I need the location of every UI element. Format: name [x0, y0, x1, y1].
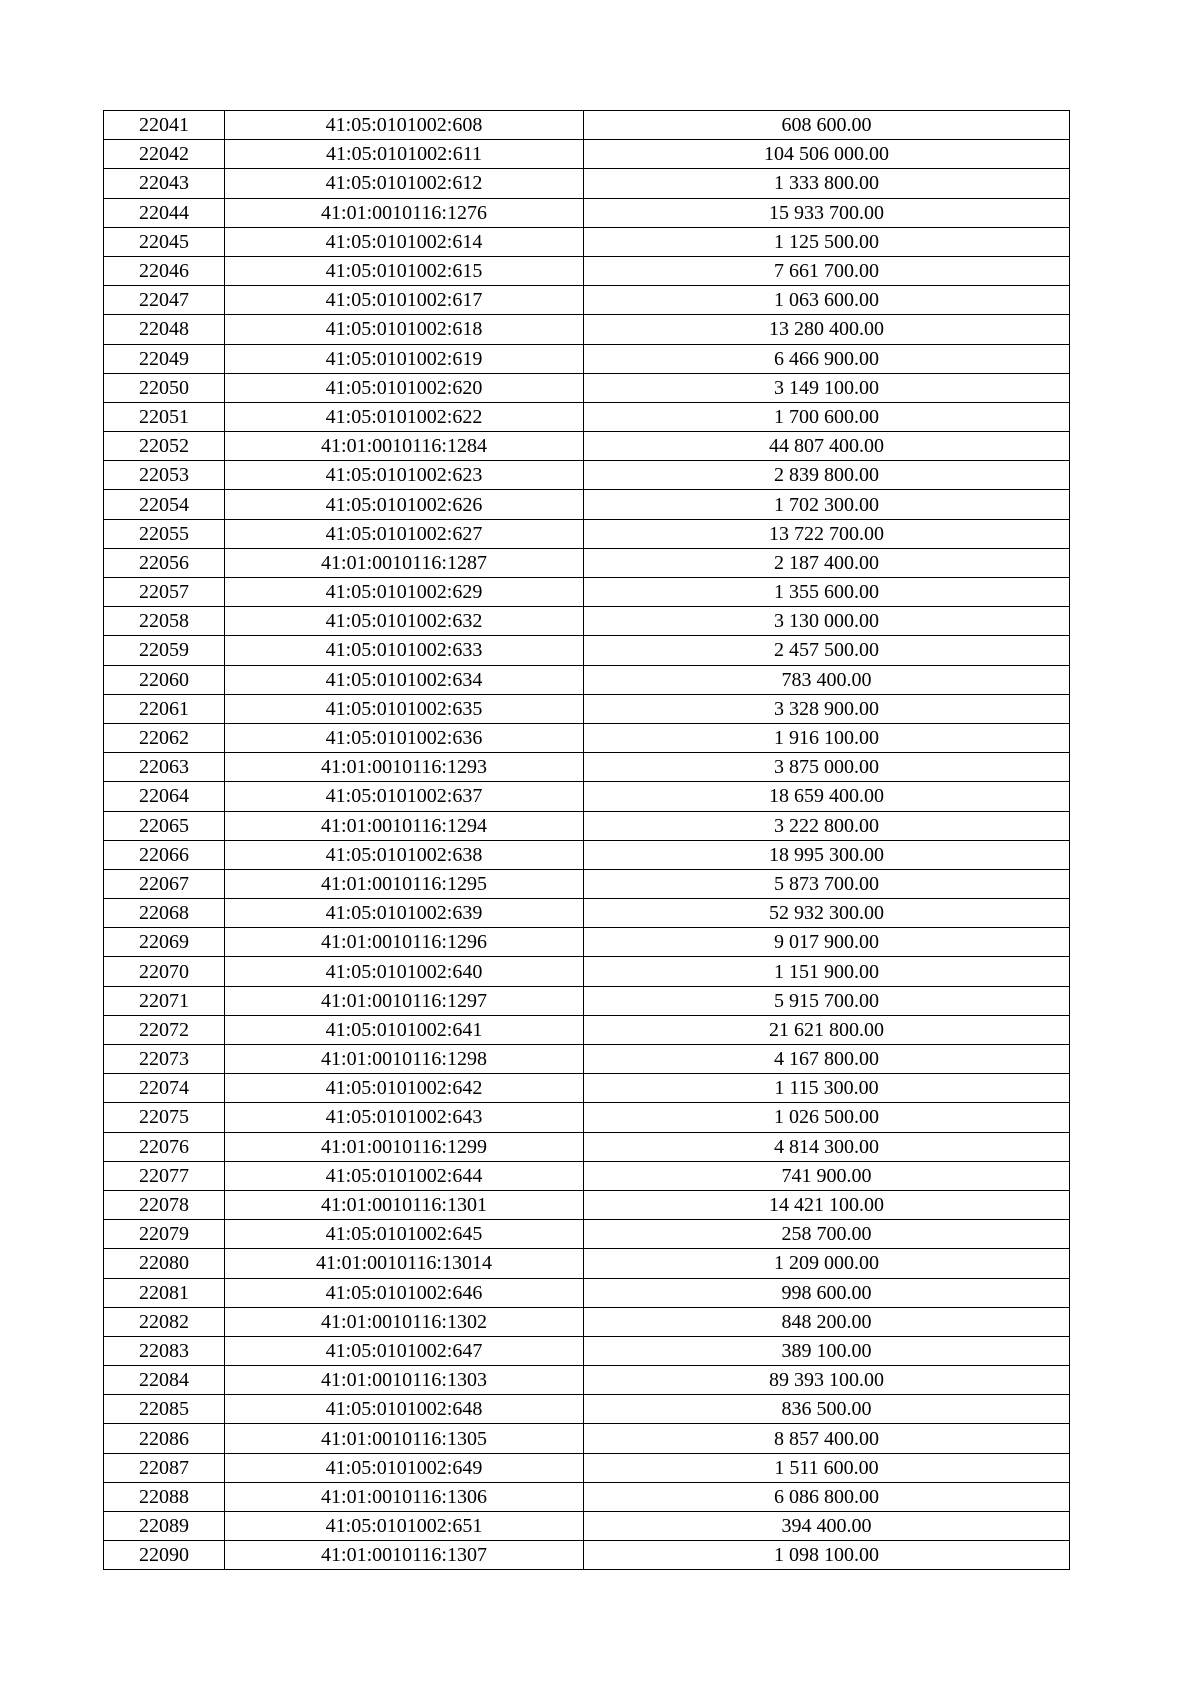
- row-number-cell: 22075: [104, 1103, 225, 1132]
- table-row: [104, 607, 1070, 636]
- table-row: [104, 490, 1070, 519]
- table-row: [104, 1220, 1070, 1249]
- row-number-cell: 22056: [104, 548, 225, 577]
- cadastral-number-cell: 41:05:0101002:640: [225, 957, 584, 986]
- cadastral-value-cell: 848 200.00: [584, 1307, 1070, 1336]
- row-number-cell: 22043: [104, 169, 225, 198]
- cadastral-number-cell: 41:01:0010116:1299: [225, 1132, 584, 1161]
- row-number-cell: 22072: [104, 1015, 225, 1044]
- cadastral-value-cell: 3 149 100.00: [584, 373, 1070, 402]
- cadastral-number-cell: 41:01:0010116:1298: [225, 1045, 584, 1074]
- cadastral-number-cell: 41:05:0101002:620: [225, 373, 584, 402]
- cadastral-value-cell: 741 900.00: [584, 1161, 1070, 1190]
- cadastral-number-cell: 41:01:0010116:1276: [225, 198, 584, 227]
- cadastral-number-cell: 41:01:0010116:1287: [225, 548, 584, 577]
- table-row: [104, 928, 1070, 957]
- row-number-cell: 22055: [104, 519, 225, 548]
- row-number-cell: 22077: [104, 1161, 225, 1190]
- cadastral-value-cell: 394 400.00: [584, 1512, 1070, 1541]
- cadastral-number-cell: 41:05:0101002:636: [225, 723, 584, 752]
- row-number-cell: 22083: [104, 1336, 225, 1365]
- cadastral-number-cell: 41:05:0101002:651: [225, 1512, 584, 1541]
- cadastral-number-cell: 41:01:0010116:1294: [225, 811, 584, 840]
- row-number-cell: 22089: [104, 1512, 225, 1541]
- cadastral-number-cell: 41:05:0101002:645: [225, 1220, 584, 1249]
- table-row: [104, 869, 1070, 898]
- cadastral-value-cell: 1 355 600.00: [584, 578, 1070, 607]
- cadastral-number-cell: 41:05:0101002:618: [225, 315, 584, 344]
- table-row: [104, 1045, 1070, 1074]
- cadastral-number-cell: 41:05:0101002:649: [225, 1453, 584, 1482]
- cadastral-value-cell: 783 400.00: [584, 665, 1070, 694]
- row-number-cell: 22041: [104, 111, 225, 140]
- cadastral-number-cell: 41:01:0010116:1296: [225, 928, 584, 957]
- row-number-cell: 22065: [104, 811, 225, 840]
- row-number-cell: 22047: [104, 286, 225, 315]
- row-number-cell: 22074: [104, 1074, 225, 1103]
- table-row: [104, 1541, 1070, 1570]
- table-row: [104, 1278, 1070, 1307]
- table-row: [104, 315, 1070, 344]
- cadastral-value-cell: 18 995 300.00: [584, 840, 1070, 869]
- row-number-cell: 22080: [104, 1249, 225, 1278]
- row-number-cell: 22052: [104, 432, 225, 461]
- cadastral-number-cell: 41:05:0101002:626: [225, 490, 584, 519]
- row-number-cell: 22063: [104, 753, 225, 782]
- table-row: [104, 1307, 1070, 1336]
- table-row: [104, 723, 1070, 752]
- table-row: [104, 169, 1070, 198]
- row-number-cell: 22073: [104, 1045, 225, 1074]
- row-number-cell: 22064: [104, 782, 225, 811]
- table-row: [104, 694, 1070, 723]
- cadastral-number-cell: 41:01:0010116:1284: [225, 432, 584, 461]
- table-row: [104, 286, 1070, 315]
- row-number-cell: 22088: [104, 1482, 225, 1511]
- table-row: [104, 1395, 1070, 1424]
- cadastral-value-cell: 1 026 500.00: [584, 1103, 1070, 1132]
- row-number-cell: 22070: [104, 957, 225, 986]
- cadastral-number-cell: 41:05:0101002:608: [225, 111, 584, 140]
- table-row: [104, 1015, 1070, 1044]
- row-number-cell: 22068: [104, 899, 225, 928]
- table-row: [104, 1161, 1070, 1190]
- cadastral-value-cell: 6 466 900.00: [584, 344, 1070, 373]
- cadastral-value-cell: 836 500.00: [584, 1395, 1070, 1424]
- row-number-cell: 22046: [104, 256, 225, 285]
- cadastral-number-cell: 41:05:0101002:635: [225, 694, 584, 723]
- table-row: [104, 899, 1070, 928]
- row-number-cell: 22049: [104, 344, 225, 373]
- table-row: [104, 548, 1070, 577]
- cadastral-number-cell: 41:05:0101002:644: [225, 1161, 584, 1190]
- table-row: [104, 1482, 1070, 1511]
- cadastral-value-cell: 13 280 400.00: [584, 315, 1070, 344]
- row-number-cell: 22062: [104, 723, 225, 752]
- cadastral-value-cell: 18 659 400.00: [584, 782, 1070, 811]
- table-row: [104, 753, 1070, 782]
- table-row: [104, 636, 1070, 665]
- table-row: [104, 227, 1070, 256]
- table-row: [104, 198, 1070, 227]
- row-number-cell: 22045: [104, 227, 225, 256]
- row-number-cell: 22042: [104, 140, 225, 169]
- cadastral-number-cell: 41:01:0010116:1295: [225, 869, 584, 898]
- cadastral-number-cell: 41:05:0101002:648: [225, 1395, 584, 1424]
- cadastral-number-cell: 41:05:0101002:627: [225, 519, 584, 548]
- cadastral-number-cell: 41:05:0101002:622: [225, 402, 584, 431]
- table-row: [104, 519, 1070, 548]
- row-number-cell: 22081: [104, 1278, 225, 1307]
- table-row: [104, 402, 1070, 431]
- cadastral-value-cell: 1 702 300.00: [584, 490, 1070, 519]
- cadastral-number-cell: 41:05:0101002:629: [225, 578, 584, 607]
- table-row: [104, 782, 1070, 811]
- row-number-cell: 22067: [104, 869, 225, 898]
- cadastral-value-cell: 9 017 900.00: [584, 928, 1070, 957]
- cadastral-number-cell: 41:05:0101002:612: [225, 169, 584, 198]
- cadastral-number-cell: 41:01:0010116:1302: [225, 1307, 584, 1336]
- cadastral-value-cell: 5 873 700.00: [584, 869, 1070, 898]
- cadastral-number-cell: 41:05:0101002:637: [225, 782, 584, 811]
- table-row: [104, 986, 1070, 1015]
- cadastral-value-cell: 3 222 800.00: [584, 811, 1070, 840]
- cadastral-value-cell: 1 916 100.00: [584, 723, 1070, 752]
- cadastral-value-cell: 3 875 000.00: [584, 753, 1070, 782]
- table-row: [104, 1249, 1070, 1278]
- table-row: [104, 1190, 1070, 1219]
- cadastral-number-cell: 41:05:0101002:633: [225, 636, 584, 665]
- row-number-cell: 22082: [104, 1307, 225, 1336]
- cadastral-value-cell: 2 839 800.00: [584, 461, 1070, 490]
- cadastral-value-table: [103, 110, 1070, 1570]
- cadastral-value-cell: 1 209 000.00: [584, 1249, 1070, 1278]
- cadastral-value-cell: 3 328 900.00: [584, 694, 1070, 723]
- cadastral-value-cell: 6 086 800.00: [584, 1482, 1070, 1511]
- cadastral-value-cell: 4 167 800.00: [584, 1045, 1070, 1074]
- row-number-cell: 22051: [104, 402, 225, 431]
- row-number-cell: 22076: [104, 1132, 225, 1161]
- cadastral-number-cell: 41:05:0101002:619: [225, 344, 584, 373]
- cadastral-number-cell: 41:05:0101002:643: [225, 1103, 584, 1132]
- row-number-cell: 22044: [104, 198, 225, 227]
- row-number-cell: 22069: [104, 928, 225, 957]
- row-number-cell: 22078: [104, 1190, 225, 1219]
- row-number-cell: 22061: [104, 694, 225, 723]
- cadastral-value-cell: 389 100.00: [584, 1336, 1070, 1365]
- cadastral-number-cell: 41:05:0101002:615: [225, 256, 584, 285]
- table-row: [104, 140, 1070, 169]
- table-row: [104, 1366, 1070, 1395]
- row-number-cell: 22048: [104, 315, 225, 344]
- cadastral-number-cell: 41:01:0010116:1306: [225, 1482, 584, 1511]
- table-row: [104, 840, 1070, 869]
- row-number-cell: 22084: [104, 1366, 225, 1395]
- table-row: [104, 1132, 1070, 1161]
- cadastral-value-cell: 1 063 600.00: [584, 286, 1070, 315]
- cadastral-number-cell: 41:05:0101002:632: [225, 607, 584, 636]
- table-row: [104, 1074, 1070, 1103]
- cadastral-value-cell: 1 115 300.00: [584, 1074, 1070, 1103]
- table-row: [104, 1512, 1070, 1541]
- cadastral-value-cell: 1 700 600.00: [584, 402, 1070, 431]
- cadastral-value-cell: 8 857 400.00: [584, 1424, 1070, 1453]
- cadastral-number-cell: 41:05:0101002:623: [225, 461, 584, 490]
- table-row: [104, 256, 1070, 285]
- cadastral-value-cell: 21 621 800.00: [584, 1015, 1070, 1044]
- row-number-cell: 22060: [104, 665, 225, 694]
- cadastral-value-cell: 258 700.00: [584, 1220, 1070, 1249]
- table-row: [104, 1453, 1070, 1482]
- cadastral-number-cell: 41:01:0010116:1293: [225, 753, 584, 782]
- row-number-cell: 22085: [104, 1395, 225, 1424]
- cadastral-value-cell: 2 187 400.00: [584, 548, 1070, 577]
- cadastral-value-cell: 1 511 600.00: [584, 1453, 1070, 1482]
- cadastral-number-cell: 41:05:0101002:634: [225, 665, 584, 694]
- cadastral-number-cell: 41:05:0101002:638: [225, 840, 584, 869]
- table-row: [104, 461, 1070, 490]
- row-number-cell: 22059: [104, 636, 225, 665]
- cadastral-value-cell: 1 125 500.00: [584, 227, 1070, 256]
- cadastral-number-cell: 41:01:0010116:1305: [225, 1424, 584, 1453]
- cadastral-value-cell: 1 333 800.00: [584, 169, 1070, 198]
- cadastral-value-cell: 52 932 300.00: [584, 899, 1070, 928]
- cadastral-number-cell: 41:01:0010116:1301: [225, 1190, 584, 1219]
- cadastral-number-cell: 41:05:0101002:639: [225, 899, 584, 928]
- cadastral-value-cell: 5 915 700.00: [584, 986, 1070, 1015]
- cadastral-value-cell: 14 421 100.00: [584, 1190, 1070, 1219]
- row-number-cell: 22071: [104, 986, 225, 1015]
- table-row: [104, 1103, 1070, 1132]
- table-row: [104, 578, 1070, 607]
- table-row: [104, 1336, 1070, 1365]
- table-row: [104, 957, 1070, 986]
- cadastral-number-cell: 41:05:0101002:647: [225, 1336, 584, 1365]
- row-number-cell: 22050: [104, 373, 225, 402]
- cadastral-value-cell: 89 393 100.00: [584, 1366, 1070, 1395]
- cadastral-value-cell: 1 098 100.00: [584, 1541, 1070, 1570]
- row-number-cell: 22079: [104, 1220, 225, 1249]
- cadastral-value-cell: 608 600.00: [584, 111, 1070, 140]
- table-row: [104, 373, 1070, 402]
- table-row: [104, 1424, 1070, 1453]
- cadastral-number-cell: 41:05:0101002:614: [225, 227, 584, 256]
- cadastral-number-cell: 41:01:0010116:1303: [225, 1366, 584, 1395]
- table-body: [104, 111, 1070, 1570]
- cadastral-value-cell: 3 130 000.00: [584, 607, 1070, 636]
- table-row: [104, 111, 1070, 140]
- cadastral-number-cell: 41:05:0101002:617: [225, 286, 584, 315]
- cadastral-value-cell: 44 807 400.00: [584, 432, 1070, 461]
- cadastral-number-cell: 41:01:0010116:1297: [225, 986, 584, 1015]
- table-row: [104, 344, 1070, 373]
- cadastral-number-cell: 41:05:0101002:641: [225, 1015, 584, 1044]
- row-number-cell: 22086: [104, 1424, 225, 1453]
- cadastral-value-cell: 2 457 500.00: [584, 636, 1070, 665]
- row-number-cell: 22087: [104, 1453, 225, 1482]
- row-number-cell: 22054: [104, 490, 225, 519]
- row-number-cell: 22058: [104, 607, 225, 636]
- cadastral-number-cell: 41:01:0010116:1307: [225, 1541, 584, 1570]
- table-row: [104, 665, 1070, 694]
- row-number-cell: 22090: [104, 1541, 225, 1570]
- row-number-cell: 22057: [104, 578, 225, 607]
- table-row: [104, 811, 1070, 840]
- table-row: [104, 432, 1070, 461]
- cadastral-value-cell: 7 661 700.00: [584, 256, 1070, 285]
- row-number-cell: 22066: [104, 840, 225, 869]
- cadastral-value-cell: 1 151 900.00: [584, 957, 1070, 986]
- cadastral-number-cell: 41:01:0010116:13014: [225, 1249, 584, 1278]
- cadastral-value-cell: 13 722 700.00: [584, 519, 1070, 548]
- cadastral-value-cell: 998 600.00: [584, 1278, 1070, 1307]
- cadastral-number-cell: 41:05:0101002:646: [225, 1278, 584, 1307]
- cadastral-value-cell: 15 933 700.00: [584, 198, 1070, 227]
- cadastral-number-cell: 41:05:0101002:642: [225, 1074, 584, 1103]
- row-number-cell: 22053: [104, 461, 225, 490]
- cadastral-value-cell: 104 506 000.00: [584, 140, 1070, 169]
- cadastral-value-cell: 4 814 300.00: [584, 1132, 1070, 1161]
- cadastral-number-cell: 41:05:0101002:611: [225, 140, 584, 169]
